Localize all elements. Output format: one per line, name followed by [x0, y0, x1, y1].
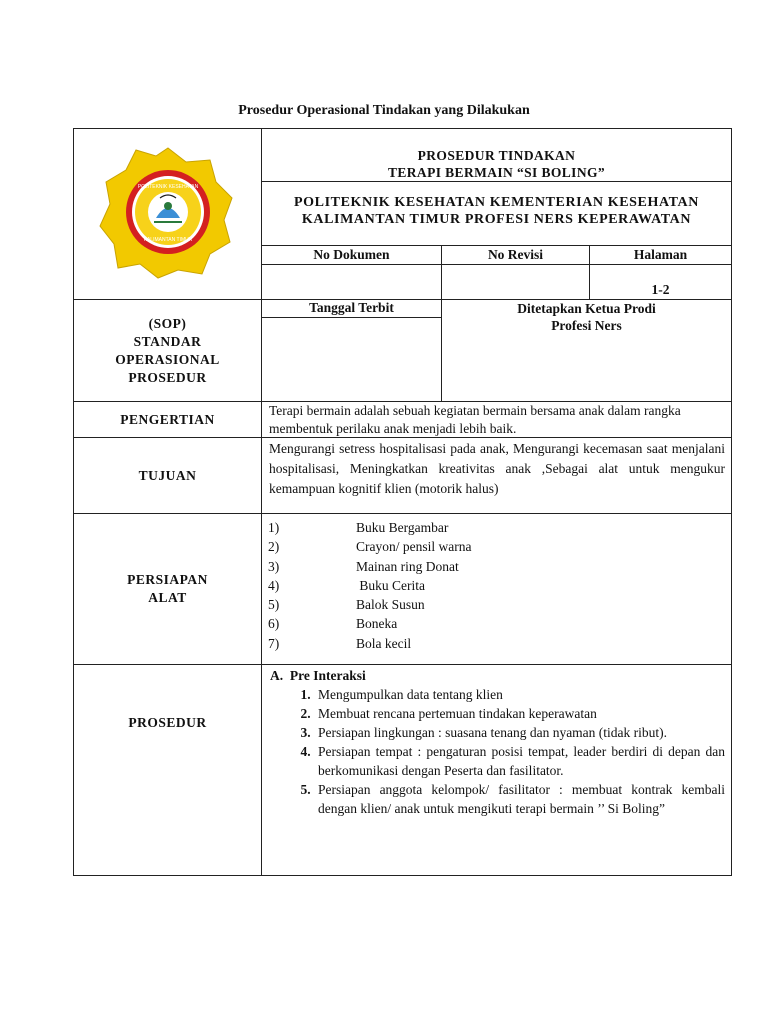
ditetapkan-cell: [442, 300, 732, 402]
halaman-label: Halaman: [590, 246, 732, 265]
list-item: 1. Mengumpulkan data tentang klien: [314, 685, 725, 704]
tools-list: [262, 518, 731, 653]
section-pre-interaksi: A. Pre Interaksi: [270, 668, 366, 683]
procedure-title-line2: TERAPI BERMAIN “SI BOLING”: [387, 165, 606, 180]
institution-line2: KALIMANTAN TIMUR PROFESI NERS KEPERAWATAN: [301, 212, 692, 227]
no-dokumen-value: [262, 265, 442, 300]
list-item: 2) Crayon/ pensil warna: [268, 539, 472, 555]
pengertian-label: PENGERTIAN: [74, 402, 262, 438]
halaman-value: 1-2: [590, 265, 732, 300]
persiapan-alat-label-line1: PERSIAPAN: [127, 572, 208, 587]
list-item: 4. Persiapan tempat : pengaturan posisi tempat, leader berdiri di depan dan berkomunikasi dengan Peserta dan fasilitator.: [314, 742, 725, 780]
persiapan-alat-list-cell: [262, 514, 732, 665]
pengertian-text: Terapi bermain adalah sebuah kegiatan bermain bersama anak dalam rangka membentuk perilaku anak menjadi lebih baik.: [262, 402, 732, 438]
sop-table: [73, 128, 732, 876]
persiapan-alat-label: [74, 514, 262, 665]
prosedur-label: PROSEDUR: [74, 665, 262, 876]
list-item: 5. Persiapan anggota kelompok/ fasilitator : membuat kontrak kembali dengan klien/ anak untuk mengikuti terapi bermain ’’ Si Boling”: [314, 780, 725, 818]
prosedur-cell: [262, 665, 732, 876]
sop-label-line3: OPERASIONAL: [115, 351, 220, 367]
ditetapkan-line2: Profesi Ners: [551, 318, 622, 333]
no-revisi-label: No Revisi: [442, 246, 590, 265]
institution-heading: [262, 182, 732, 246]
list-item: 3) Mainan ring Donat: [268, 558, 459, 574]
sop-label-line4: PROSEDUR: [128, 369, 207, 385]
sop-label: [74, 300, 262, 402]
list-item: 3. Persiapan lingkungan : suasana tenang dan nyaman (tidak ribut).: [314, 723, 725, 742]
list-item: 5) Balok Susun: [268, 597, 425, 613]
persiapan-alat-label-line2: ALAT: [148, 590, 187, 605]
tanggal-terbit-label: Tanggal Terbit: [262, 300, 441, 317]
page-title: Prosedur Operasional Tindakan yang Dilakukan: [238, 103, 530, 118]
tanggal-terbit-cell: [262, 300, 442, 402]
list-item: 4) Buku Cerita: [268, 577, 425, 593]
logo-cell: [74, 129, 262, 300]
sop-label-line2: STANDAR: [133, 333, 202, 349]
list-item: 1) Buku Bergambar: [268, 520, 449, 535]
no-revisi-value: [442, 265, 590, 300]
no-dokumen-label: No Dokumen: [262, 246, 442, 265]
sop-label-line1: (SOP): [148, 315, 187, 331]
list-item: 2. Membuat rencana pertemuan tindakan keperawatan: [314, 704, 725, 723]
logo-bottom-text: KALIMANTAN TIMUR: [143, 237, 192, 243]
procedure-steps: [262, 685, 731, 818]
institution-line1: POLITEKNIK KESEHATAN KEMENTERIAN KESEHATAN: [294, 195, 699, 210]
procedure-title-line1: PROSEDUR TINDAKAN: [417, 148, 576, 163]
procedure-heading: [262, 129, 732, 182]
list-item: 7) Bola kecil: [268, 635, 412, 651]
list-item: 6) Boneka: [268, 616, 398, 632]
institution-logo: [93, 142, 243, 282]
tujuan-text: Mengurangi setress hospitalisasi pada anak, Mengurangi kecemasan saat menjalani hospitalisasi, Meningkatkan kreativitas anak ,Sebagai alat untuk mengukur kemampuan kognitif klien (motorik halus): [262, 438, 732, 514]
tujuan-label: TUJUAN: [74, 438, 262, 514]
ditetapkan-line1: Ditetapkan Ketua Prodi: [517, 301, 656, 316]
logo-top-text: POLITEKNIK KESEHATAN: [137, 184, 198, 190]
tanggal-terbit-value: [262, 317, 441, 401]
